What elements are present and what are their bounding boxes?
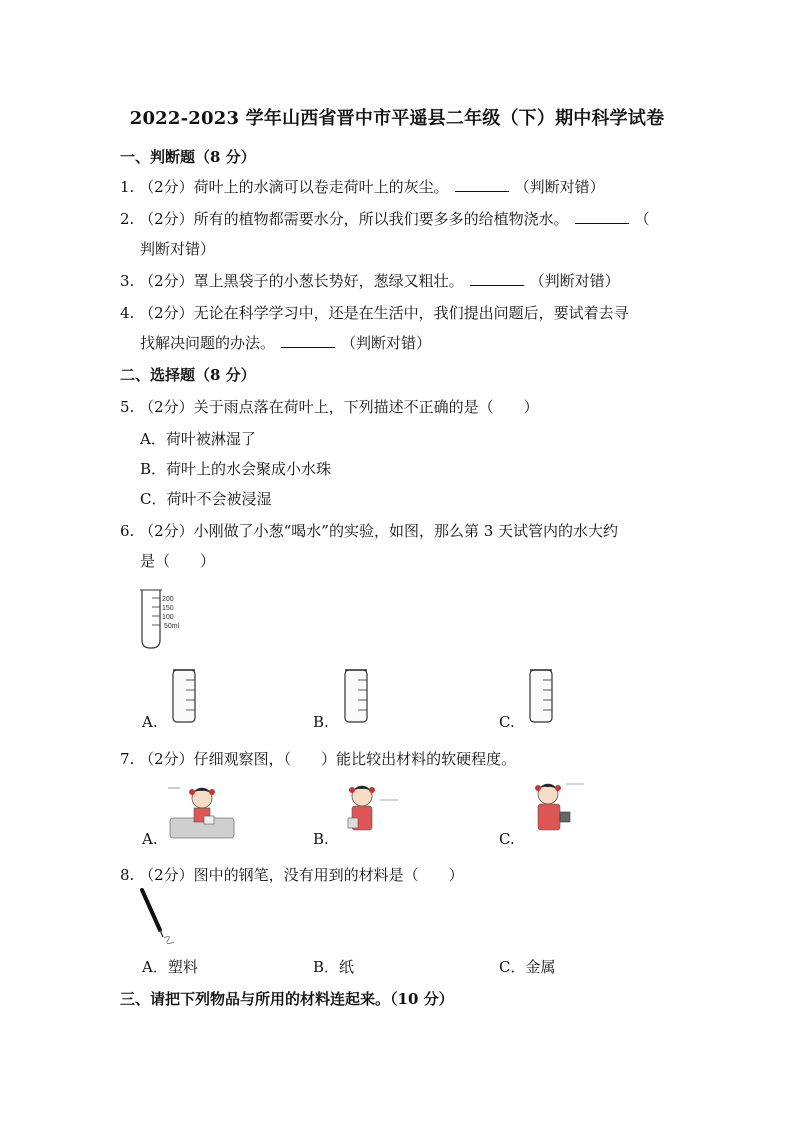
option-b[interactable]: B.: [313, 713, 329, 731]
section-heading-judgment: 一、判断题（8 分）: [120, 148, 256, 166]
option-a[interactable]: A．荷叶被淋湿了: [140, 430, 256, 448]
question-2: [120, 208, 650, 229]
question-score: （2分）: [139, 398, 194, 416]
fountain-pen-icon: [138, 888, 188, 948]
test-tube-a-icon: [170, 668, 200, 726]
question-text: 荷叶上的水滴可以卷走荷叶上的灰尘。: [193, 178, 449, 196]
option-b[interactable]: B．纸: [313, 958, 355, 976]
question-text: 仔细观察图，（: [193, 750, 292, 768]
question-1: [120, 176, 605, 197]
option-b[interactable]: B.: [313, 830, 329, 848]
scale-label-200: 200: [162, 596, 174, 603]
scale-label-50ml: 50ml: [164, 623, 180, 630]
test-tube-b-icon: [342, 668, 372, 726]
question-score: （2分）: [139, 866, 194, 884]
answer-blank[interactable]: [470, 284, 524, 286]
option-a[interactable]: A.: [142, 830, 158, 848]
page-title: 2022-2023 学年山西省晋中市平遥县二年级（下）期中科学试卷: [129, 108, 665, 129]
test-tube-c-icon: [527, 668, 557, 726]
question-text-continued: 找解决问题的办法。: [140, 334, 276, 352]
question-text: 所有的植物都需要水分，所以我们要多多的给植物浇水。: [193, 210, 569, 228]
question-number: 1.: [120, 178, 135, 196]
question-number: 2.: [120, 210, 135, 228]
scale-label-150: 150: [162, 605, 174, 612]
girl-holding-cup-icon: [340, 780, 402, 840]
question-text-continued: 是（: [140, 552, 171, 570]
option-a[interactable]: A．塑料: [142, 958, 198, 976]
question-number: 7.: [120, 750, 135, 768]
question-tail: （判断对错）: [341, 334, 432, 352]
answer-blank[interactable]: [575, 222, 629, 224]
question-text-2: ）能比较出材料的软硬程度。: [321, 750, 517, 768]
question-4-continued: [140, 332, 431, 353]
section-heading-choice: 二、选择题（8 分）: [120, 366, 256, 384]
question-5: [120, 396, 539, 417]
answer-blank[interactable]: [281, 346, 335, 348]
question-6-continued: [140, 550, 215, 571]
question-close: ）: [448, 866, 464, 884]
question-7: [120, 748, 516, 769]
girl-holding-mug-icon: [524, 776, 588, 838]
option-a[interactable]: A.: [142, 713, 158, 731]
question-text: 小刚做了小葱“喝水”的实验，如图，那么第 3 天试管内的水大约: [193, 522, 619, 540]
question-score: （2分）: [139, 272, 194, 290]
question-6: [120, 520, 618, 541]
question-number: 3.: [120, 272, 135, 290]
question-text: 无论在科学学习中，还是在生活中，我们提出问题后，要试着去寻: [193, 304, 629, 322]
question-score: （2分）: [139, 304, 194, 322]
option-c[interactable]: C.: [499, 713, 515, 731]
question-number: 6.: [120, 522, 135, 540]
question-4: [120, 302, 629, 323]
question-close: ）: [200, 552, 216, 570]
question-text: 图中的钢笔，没有用到的材料是（: [193, 866, 419, 884]
scale-label-100: 100: [162, 614, 174, 621]
question-number: 5.: [120, 398, 135, 416]
question-score: （2分）: [139, 178, 194, 196]
option-c[interactable]: C．荷叶不会被浸湿: [140, 490, 272, 508]
question-tail: （判断对错）: [514, 178, 605, 196]
question-8: [120, 864, 464, 885]
option-c[interactable]: C．金属: [499, 958, 556, 976]
question-number: 4.: [120, 304, 135, 322]
option-b[interactable]: B．荷叶上的水会聚成小水珠: [140, 460, 332, 478]
question-score: （2分）: [139, 750, 194, 768]
section-heading-matching: 三、请把下列物品与所用的材料连起来。（10 分）: [120, 990, 454, 1008]
question-close: ）: [523, 398, 539, 416]
question-2-continued: 判断对错）: [140, 240, 216, 258]
answer-blank[interactable]: [455, 190, 509, 192]
question-tail: （判断对错）: [529, 272, 620, 290]
question-text: 罩上黑袋子的小葱长势好，葱绿又粗壮。: [193, 272, 464, 290]
girl-pressing-material-icon: [166, 782, 238, 842]
question-score: （2分）: [139, 210, 194, 228]
option-c[interactable]: C.: [499, 830, 515, 848]
question-text: 关于雨点落在荷叶上，下列描述不正确的是（: [193, 398, 494, 416]
test-tube-scale-figure: [138, 588, 208, 650]
question-number: 8.: [120, 866, 135, 884]
question-score: （2分）: [139, 522, 194, 540]
question-3: [120, 270, 620, 291]
question-tail: （: [634, 210, 650, 228]
